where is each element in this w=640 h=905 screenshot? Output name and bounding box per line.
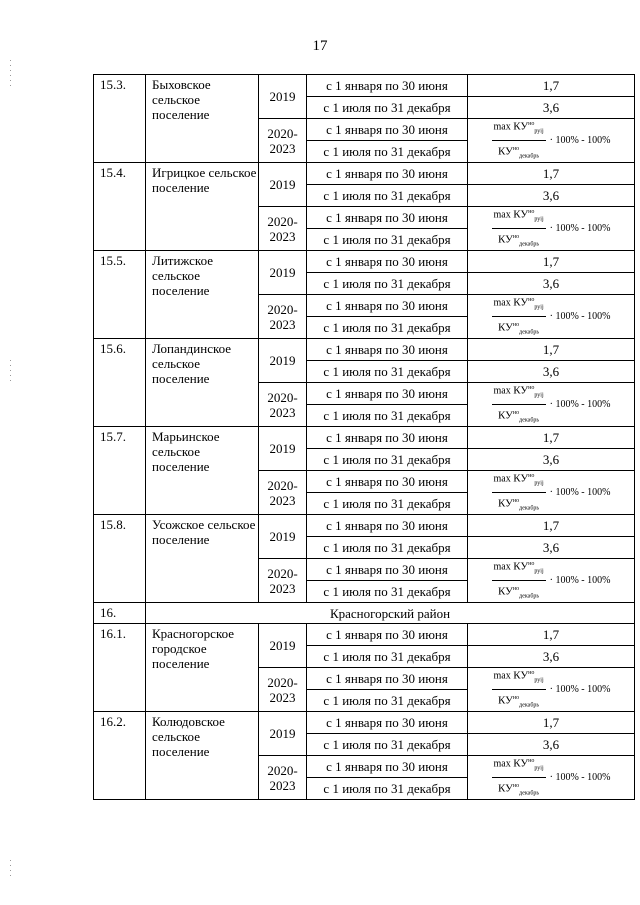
settlement-name: Лопандинское сельское поселение <box>146 339 259 427</box>
period-first-half: с 1 января по 30 июня <box>307 471 468 493</box>
year-2020-2023: 2020-2023 <box>259 207 307 251</box>
value-first-half-2019: 1,7 <box>468 339 635 361</box>
formula-cell <box>468 295 635 339</box>
value-second-half-2019: 3,6 <box>468 646 635 668</box>
settlement-name: Игрицкое сельское поселение <box>146 163 259 251</box>
table-row <box>94 75 635 97</box>
settlement-name: Красногорское городское поселение <box>146 624 259 712</box>
year-2019: 2019 <box>259 515 307 559</box>
period-second-half: с 1 июля по 31 декабря <box>307 317 468 339</box>
value-second-half-2019: 3,6 <box>468 537 635 559</box>
year-2019: 2019 <box>259 75 307 119</box>
period-second-half: с 1 июля по 31 декабря <box>307 141 468 163</box>
formula: $\frac{\max КУ^{но}_{руij}}{КУ^{но}_{декабрь}}$ · 100% - 100% <box>468 120 634 162</box>
year-2019: 2019 <box>259 427 307 471</box>
period-second-half: с 1 июля по 31 декабря <box>307 537 468 559</box>
value-first-half-2019: 1,7 <box>468 624 635 646</box>
period-first-half: с 1 января по 30 июня <box>307 712 468 734</box>
table-row <box>94 427 635 449</box>
period-second-half: с 1 июля по 31 декабря <box>307 646 468 668</box>
year-2019: 2019 <box>259 624 307 668</box>
table-row <box>94 624 635 646</box>
formula-cell <box>468 207 635 251</box>
value-first-half-2019: 1,7 <box>468 427 635 449</box>
settlement-name: Быховское сельское поселение <box>146 75 259 163</box>
value-first-half-2019: 1,7 <box>468 712 635 734</box>
period-second-half: с 1 июля по 31 декабря <box>307 405 468 427</box>
value-first-half-2019: 1,7 <box>468 75 635 97</box>
margin-dots-bottom <box>10 860 12 880</box>
period-first-half: с 1 января по 30 июня <box>307 383 468 405</box>
table-row <box>94 712 635 734</box>
table-row <box>94 515 635 537</box>
period-first-half: с 1 января по 30 июня <box>307 427 468 449</box>
year-2019: 2019 <box>259 712 307 756</box>
period-first-half: с 1 января по 30 июня <box>307 207 468 229</box>
margin-dots-middle <box>10 360 12 385</box>
tariff-table <box>93 74 635 800</box>
year-2019: 2019 <box>259 339 307 383</box>
settlement-name: Усожское сельское поселение <box>146 515 259 603</box>
value-second-half-2019: 3,6 <box>468 97 635 119</box>
period-first-half: с 1 января по 30 июня <box>307 251 468 273</box>
value-second-half-2019: 3,6 <box>468 273 635 295</box>
period-first-half: с 1 января по 30 июня <box>307 559 468 581</box>
row-number: 16.1. <box>94 624 146 712</box>
value-first-half-2019: 1,7 <box>468 515 635 537</box>
year-2020-2023: 2020-2023 <box>259 119 307 163</box>
period-second-half: с 1 июля по 31 декабря <box>307 493 468 515</box>
year-2020-2023: 2020-2023 <box>259 756 307 800</box>
settlement-name: Марьинское сельское поселение <box>146 427 259 515</box>
region-number: 16. <box>94 603 146 624</box>
formula: $\frac{\max КУ^{но}_{руij}}{КУ^{но}_{декабрь}}$ · 100% - 100% <box>468 384 634 426</box>
formula: $\frac{\max КУ^{но}_{руij}}{КУ^{но}_{декабрь}}$ · 100% - 100% <box>468 560 634 602</box>
settlement-name: Колюдовское сельское поселение <box>146 712 259 800</box>
period-first-half: с 1 января по 30 июня <box>307 295 468 317</box>
formula-cell <box>468 559 635 603</box>
table-row <box>94 251 635 273</box>
value-first-half-2019: 1,7 <box>468 163 635 185</box>
value-first-half-2019: 1,7 <box>468 251 635 273</box>
value-second-half-2019: 3,6 <box>468 185 635 207</box>
row-number: 15.4. <box>94 163 146 251</box>
period-first-half: с 1 января по 30 июня <box>307 515 468 537</box>
period-first-half: с 1 января по 30 июня <box>307 75 468 97</box>
row-number: 15.5. <box>94 251 146 339</box>
table-row <box>94 339 635 361</box>
margin-dots-top <box>10 60 12 90</box>
year-2020-2023: 2020-2023 <box>259 295 307 339</box>
row-number: 15.7. <box>94 427 146 515</box>
value-second-half-2019: 3,6 <box>468 734 635 756</box>
formula: $\frac{\max КУ^{но}_{руij}}{КУ^{но}_{декабрь}}$ · 100% - 100% <box>468 669 634 711</box>
year-2020-2023: 2020-2023 <box>259 668 307 712</box>
formula: $\frac{\max КУ^{но}_{руij}}{КУ^{но}_{декабрь}}$ · 100% - 100% <box>468 472 634 514</box>
formula-cell <box>468 383 635 427</box>
formula: $\frac{\max КУ^{но}_{руij}}{КУ^{но}_{декабрь}}$ · 100% - 100% <box>468 296 634 338</box>
period-second-half: с 1 июля по 31 декабря <box>307 229 468 251</box>
region-row <box>94 603 635 624</box>
row-number: 16.2. <box>94 712 146 800</box>
region-name: Красногорский район <box>146 603 635 624</box>
table-row <box>94 163 635 185</box>
row-number: 15.8. <box>94 515 146 603</box>
year-2019: 2019 <box>259 251 307 295</box>
value-second-half-2019: 3,6 <box>468 449 635 471</box>
period-first-half: с 1 января по 30 июня <box>307 756 468 778</box>
formula: $\frac{\max КУ^{но}_{руij}}{КУ^{но}_{декабрь}}$ · 100% - 100% <box>468 208 634 250</box>
period-second-half: с 1 июля по 31 декабря <box>307 361 468 383</box>
period-second-half: с 1 июля по 31 декабря <box>307 273 468 295</box>
period-first-half: с 1 января по 30 июня <box>307 339 468 361</box>
period-first-half: с 1 января по 30 июня <box>307 163 468 185</box>
period-second-half: с 1 июля по 31 декабря <box>307 690 468 712</box>
formula: $\frac{\max КУ^{но}_{руij}}{КУ^{но}_{декабрь}}$ · 100% - 100% <box>468 757 634 799</box>
period-first-half: с 1 января по 30 июня <box>307 119 468 141</box>
value-second-half-2019: 3,6 <box>468 361 635 383</box>
period-second-half: с 1 июля по 31 декабря <box>307 581 468 603</box>
year-2020-2023: 2020-2023 <box>259 383 307 427</box>
period-second-half: с 1 июля по 31 декабря <box>307 449 468 471</box>
period-second-half: с 1 июля по 31 декабря <box>307 778 468 800</box>
page-number: 17 <box>312 38 328 54</box>
formula-cell <box>468 756 635 800</box>
year-2020-2023: 2020-2023 <box>259 559 307 603</box>
period-first-half: с 1 января по 30 июня <box>307 624 468 646</box>
period-second-half: с 1 июля по 31 декабря <box>307 97 468 119</box>
row-number: 15.6. <box>94 339 146 427</box>
period-first-half: с 1 января по 30 июня <box>307 668 468 690</box>
settlement-name: Литижское сельское поселение <box>146 251 259 339</box>
formula-cell <box>468 668 635 712</box>
formula-cell <box>468 471 635 515</box>
year-2020-2023: 2020-2023 <box>259 471 307 515</box>
period-second-half: с 1 июля по 31 декабря <box>307 734 468 756</box>
period-second-half: с 1 июля по 31 декабря <box>307 185 468 207</box>
year-2019: 2019 <box>259 163 307 207</box>
row-number: 15.3. <box>94 75 146 163</box>
formula-cell <box>468 119 635 163</box>
